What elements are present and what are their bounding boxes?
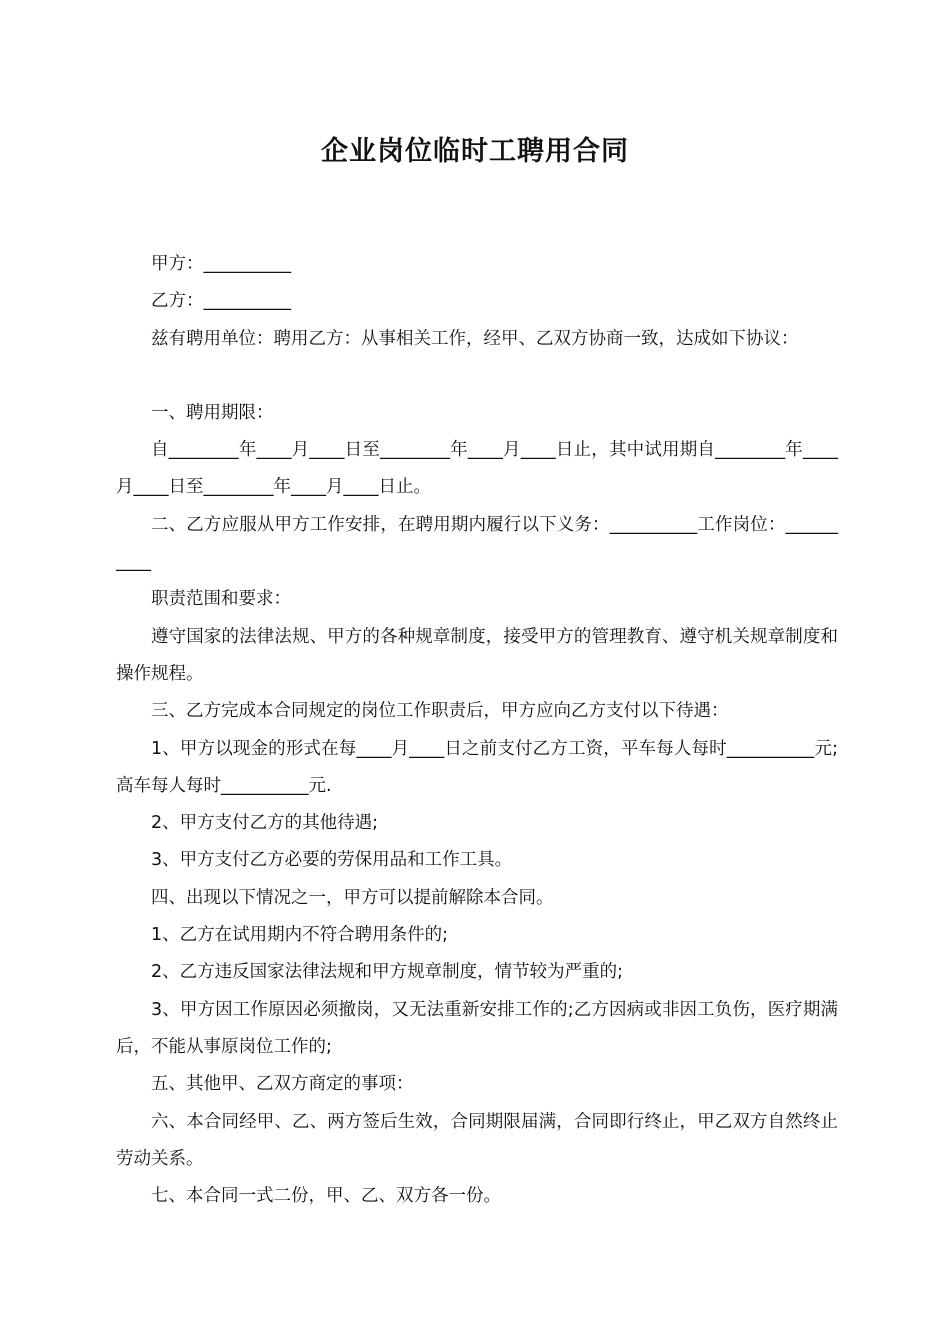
section-7-paragraph: 七、本合同一式二份，甲、乙、双方各一份。 [151, 1186, 501, 1207]
duties-heading: 职责范围和要求： [151, 589, 291, 610]
document-title: 企业岗位临时工聘用合同 [321, 136, 629, 167]
section-3-item-1: 1、甲方以现金的形式在每____月____日之前支付乙方工资，平车每人每时__________元;高车每人每时__________元. [116, 738, 838, 796]
section-4-heading: 四、出现以下情况之一，甲方可以提前解除本合同。 [151, 887, 554, 908]
preamble-paragraph: 兹有聘用单位：聘用乙方：从事相关工作，经甲、乙双方协商一致，达成如下协议： [151, 328, 799, 349]
section-3-item-2: 2、甲方支付乙方的其他待遇; [151, 813, 379, 834]
party-a-line: 甲方：__________ [151, 254, 291, 274]
section-3-item-3: 3、甲方支付乙方必要的劳保用品和工作工具。 [151, 850, 513, 871]
term-paragraph: 自________年____月____日至________年____月____日止，其中试用期自________年____月____日至________年____月____日止。 [116, 440, 838, 498]
section-3-heading: 三、乙方完成本合同规定的岗位工作职责后，甲方应向乙方支付以下待遇： [151, 701, 729, 722]
section-4-item-3: 3、甲方因工作原因必须撤岗，又无法重新安排工作的;乙方因病或非因工负伤，医疗期满后，不能从事原岗位工作的; [116, 999, 838, 1057]
section-6-paragraph: 六、本合同经甲、乙、两方签后生效，合同期限届满，合同即行终止，甲乙双方自然终止劳动关系。 [116, 1111, 838, 1169]
section-5-heading: 五、其他甲、乙双方商定的事项： [151, 1074, 414, 1095]
document-body [116, 246, 838, 1215]
section-4-item-1: 1、乙方在试用期内不符合聘用条件的; [151, 925, 449, 946]
blank-gap [116, 358, 838, 395]
party-b-line: 乙方：__________ [151, 291, 291, 312]
section-1-heading: 一、聘用期限： [151, 402, 274, 423]
section-4-item-2: 2、乙方违反国家法律法规和甲方规章制度，情节较为严重的; [151, 962, 624, 983]
duties-paragraph: 遵守国家的法律法规、甲方的各种规章制度，接受甲方的管理教育、遵守机关规章制度和操作规程。 [116, 626, 838, 684]
section-2-paragraph: 二、乙方应服从甲方工作安排，在聘用期内履行以下义务：__________工作岗位：__________ [116, 514, 838, 573]
